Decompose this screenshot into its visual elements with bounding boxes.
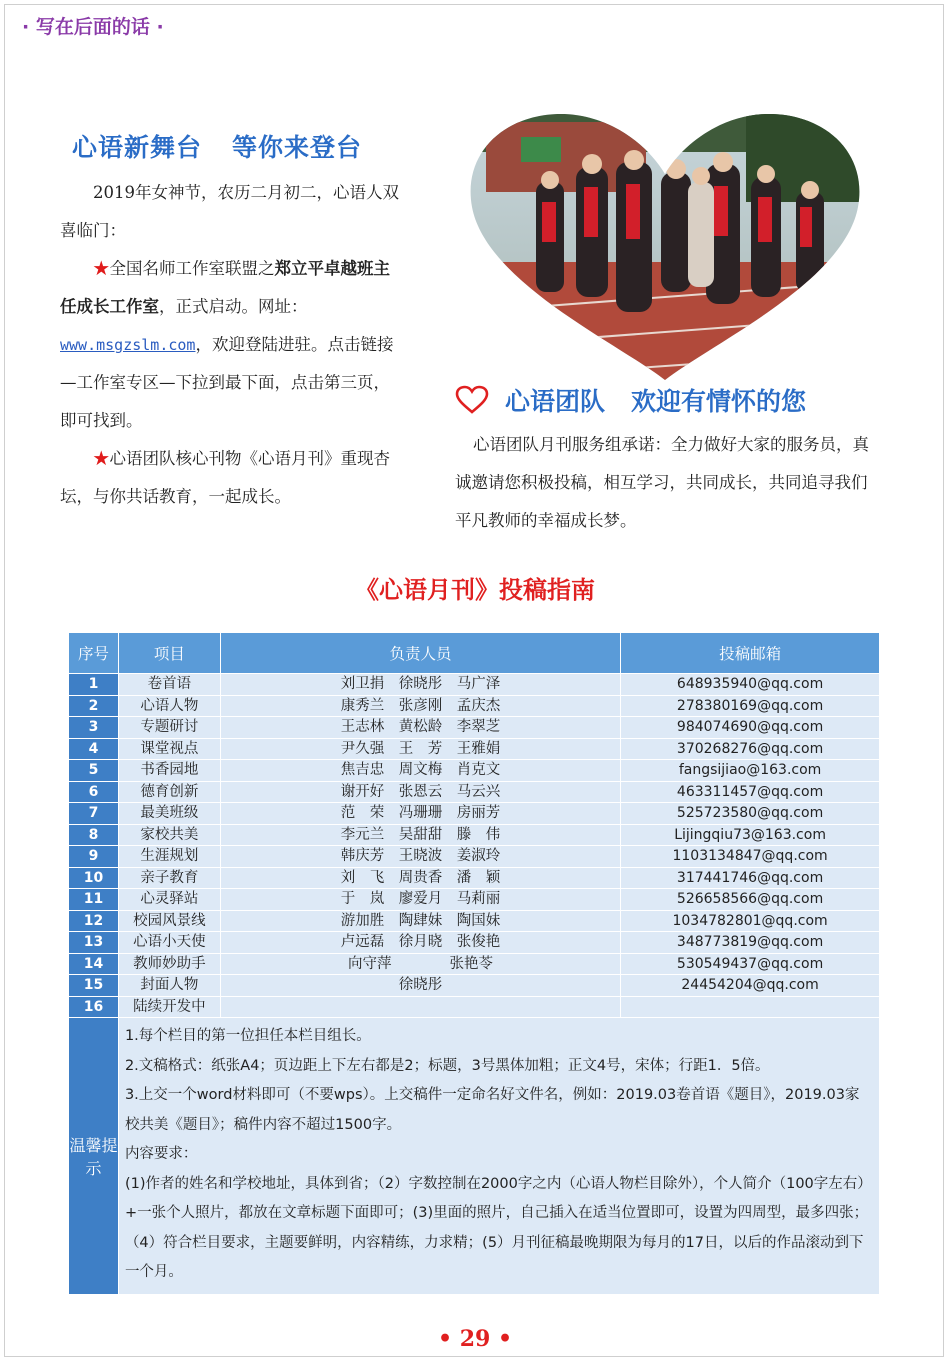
tip-line: 3.上交一个word材料即可（不要wps）。上交稿件一定命名好文件名，例如：2019.03卷首语《题目》，2019.03家校共美《题目》；稿件内容不超过1500字。: [124, 1087, 860, 1133]
row-item: 卷首语: [118, 674, 220, 696]
row-people: 尹久强 王 芳 王雅娟: [220, 738, 620, 760]
row-people: 王志林 黄松龄 李翠芝: [220, 717, 620, 739]
submission-guide-table: [68, 632, 880, 1295]
left-title-a: 心语新舞台: [72, 133, 203, 162]
table-title: 《心语月刊》投稿指南: [355, 576, 595, 604]
star-icon: ★: [93, 449, 110, 468]
row-email: 526658566@qq.com: [621, 889, 880, 911]
star-icon: ★: [93, 259, 110, 278]
left-title: [72, 128, 405, 164]
row-number: 9: [69, 846, 119, 868]
tip-line: 内容要求：: [124, 1146, 198, 1162]
row-item: 课堂视点: [118, 738, 220, 760]
row-email: Lijingqiu73@163.com: [621, 824, 880, 846]
table-row: [69, 674, 880, 696]
row-item: 心语小天使: [118, 932, 220, 954]
header-no: 序号: [69, 633, 119, 674]
left-title-b: 等你来登台: [232, 133, 363, 162]
right-title-a: 心语团队: [505, 387, 606, 416]
section-header: · 写在后面的话 ·: [22, 16, 164, 38]
tips-row: [69, 1018, 880, 1295]
tip-line: (1)作者的姓名和学校地址，具体到省；（2）字数控制在2000字之内（心语人物栏目除外），个人简介（100字左右）+一张个人照片，都放在文章标题下面即可；(3)里面的照片，自己插入在适当位置即可，设置为四周型，最多四张；（4）符合栏目要求，主题要鲜明，内容精练，力求精；(5）月刊征稿最晚期限为每月的17日，以后的作品滚动到下一个月。: [124, 1175, 872, 1280]
row-item: 生涯规划: [118, 846, 220, 868]
table-row: [69, 889, 880, 911]
left-paragraph-1: 2019年女神节，农历二月初二，心语人双喜临门：: [60, 183, 399, 240]
row-item: 家校共美: [118, 824, 220, 846]
table-row: [69, 824, 880, 846]
right-paragraph: 心语团队月刊服务组承诺：全力做好大家的服务员，真诚邀请您积极投稿，相互学习，共同成长，共同追寻我们平凡教师的幸福成长梦。: [455, 435, 869, 530]
row-people: 焦吉忠 周文梅 肖克文: [220, 760, 620, 782]
table-row: [69, 695, 880, 717]
left-p2-text-c: ，欢迎登陆进驻。点击链接—工作室专区—下拉到最下面，点击第三页，即可找到。: [60, 335, 394, 430]
row-people: 谢开好 张恩云 马云兴: [220, 781, 620, 803]
row-item: 教师妙助手: [118, 953, 220, 975]
row-people: 韩庆芳 王晓波 姜淑玲: [220, 846, 620, 868]
header-people: 负责人员: [220, 633, 620, 674]
row-people: 刘卫捐 徐晓彤 马广泽: [220, 674, 620, 696]
row-people: 刘 飞 周贵香 潘 颖: [220, 867, 620, 889]
row-number: 2: [69, 695, 119, 717]
table-row: [69, 975, 880, 997]
row-number: 12: [69, 910, 119, 932]
left-paragraph-3: [60, 440, 405, 516]
row-email: 278380169@qq.com: [621, 695, 880, 717]
website-link[interactable]: www.msgzslm.com: [60, 336, 196, 354]
left-p3-text: 心语团队核心刊物《心语月刊》重现杏坛，与你共话教育，一起成长。: [60, 449, 390, 506]
table-row: [69, 953, 880, 975]
row-item: 专题研讨: [118, 717, 220, 739]
row-people: 徐晓彤: [220, 975, 620, 997]
right-title-b: 欢迎有情怀的您: [631, 387, 807, 416]
row-item: 封面人物: [118, 975, 220, 997]
tips-content: [118, 1018, 879, 1295]
row-number: 14: [69, 953, 119, 975]
row-people: 向守萍 张艳苓: [220, 953, 620, 975]
row-email: 317441746@qq.com: [621, 867, 880, 889]
row-email: 24454204@qq.com: [621, 975, 880, 997]
row-people: 于 岚 廖爱月 马莉丽: [220, 889, 620, 911]
table-row: [69, 867, 880, 889]
row-number: 6: [69, 781, 119, 803]
row-people: 康秀兰 张彦刚 孟庆杰: [220, 695, 620, 717]
row-email: 1034782801@qq.com: [621, 910, 880, 932]
table-row: [69, 738, 880, 760]
table-row: [69, 760, 880, 782]
left-p2-text-b: ，正式启动。网址：: [159, 297, 308, 316]
header-item: 项目: [118, 633, 220, 674]
heart-outline-icon: [455, 385, 489, 415]
row-number: 10: [69, 867, 119, 889]
row-people: 游加胜 陶肆妹 陶国妹: [220, 910, 620, 932]
row-number: 11: [69, 889, 119, 911]
row-number: 16: [69, 996, 119, 1018]
studio-name: 郑立平卓越班主任成长工作室: [60, 259, 390, 316]
row-email: 984074690@qq.com: [621, 717, 880, 739]
left-p2-text-a: 全国名师工作室联盟之: [109, 259, 275, 278]
row-email: [621, 996, 880, 1018]
row-email: 1103134847@qq.com: [621, 846, 880, 868]
table-row: [69, 910, 880, 932]
table-row: [69, 996, 880, 1018]
table-row: [69, 717, 880, 739]
row-people: 卢远磊 徐月晓 张俊艳: [220, 932, 620, 954]
row-email: 525723580@qq.com: [621, 803, 880, 825]
row-item: 最美班级: [118, 803, 220, 825]
row-email: 370268276@qq.com: [621, 738, 880, 760]
row-number: 13: [69, 932, 119, 954]
row-number: 3: [69, 717, 119, 739]
row-item: 书香园地: [118, 760, 220, 782]
row-item: 心灵驿站: [118, 889, 220, 911]
row-number: 7: [69, 803, 119, 825]
row-number: 5: [69, 760, 119, 782]
left-paragraph-2: [60, 250, 405, 440]
row-people: 李元兰 吴甜甜 滕 伟: [220, 824, 620, 846]
table-row: [69, 803, 880, 825]
header-email: 投稿邮箱: [621, 633, 880, 674]
table-row: [69, 781, 880, 803]
row-number: 15: [69, 975, 119, 997]
table-header-row: [69, 633, 880, 674]
row-number: 1: [69, 674, 119, 696]
row-item: 亲子教育: [118, 867, 220, 889]
row-email: 463311457@qq.com: [621, 781, 880, 803]
left-column: [60, 128, 405, 516]
tip-line: 2.文稿格式：纸张A4；页边距上下左右都是2；标题，3号黑体加粗；正文4号，宋体；行距1．5倍。: [124, 1057, 770, 1074]
heart-photo: [466, 112, 864, 384]
tips-label: 温馨提示: [69, 1018, 119, 1295]
page-number: • 29 •: [437, 1326, 513, 1352]
row-item: 德育创新: [118, 781, 220, 803]
table-row: [69, 932, 880, 954]
row-people: [220, 996, 620, 1018]
team-photo-image: [466, 112, 864, 384]
right-column: [455, 382, 875, 540]
row-email: 530549437@qq.com: [621, 953, 880, 975]
row-item: 陆续开发中: [118, 996, 220, 1018]
right-title: [455, 382, 875, 418]
row-number: 4: [69, 738, 119, 760]
row-email: 648935940@qq.com: [621, 674, 880, 696]
row-item: 校园风景线: [118, 910, 220, 932]
row-item: 心语人物: [118, 695, 220, 717]
table-row: [69, 846, 880, 868]
tip-line: 1.每个栏目的第一位担任本栏目组长。: [124, 1028, 371, 1044]
row-email: 348773819@qq.com: [621, 932, 880, 954]
row-number: 8: [69, 824, 119, 846]
row-people: 范 荣 冯珊珊 房丽芳: [220, 803, 620, 825]
row-email: fangsijiao@163.com: [621, 760, 880, 782]
